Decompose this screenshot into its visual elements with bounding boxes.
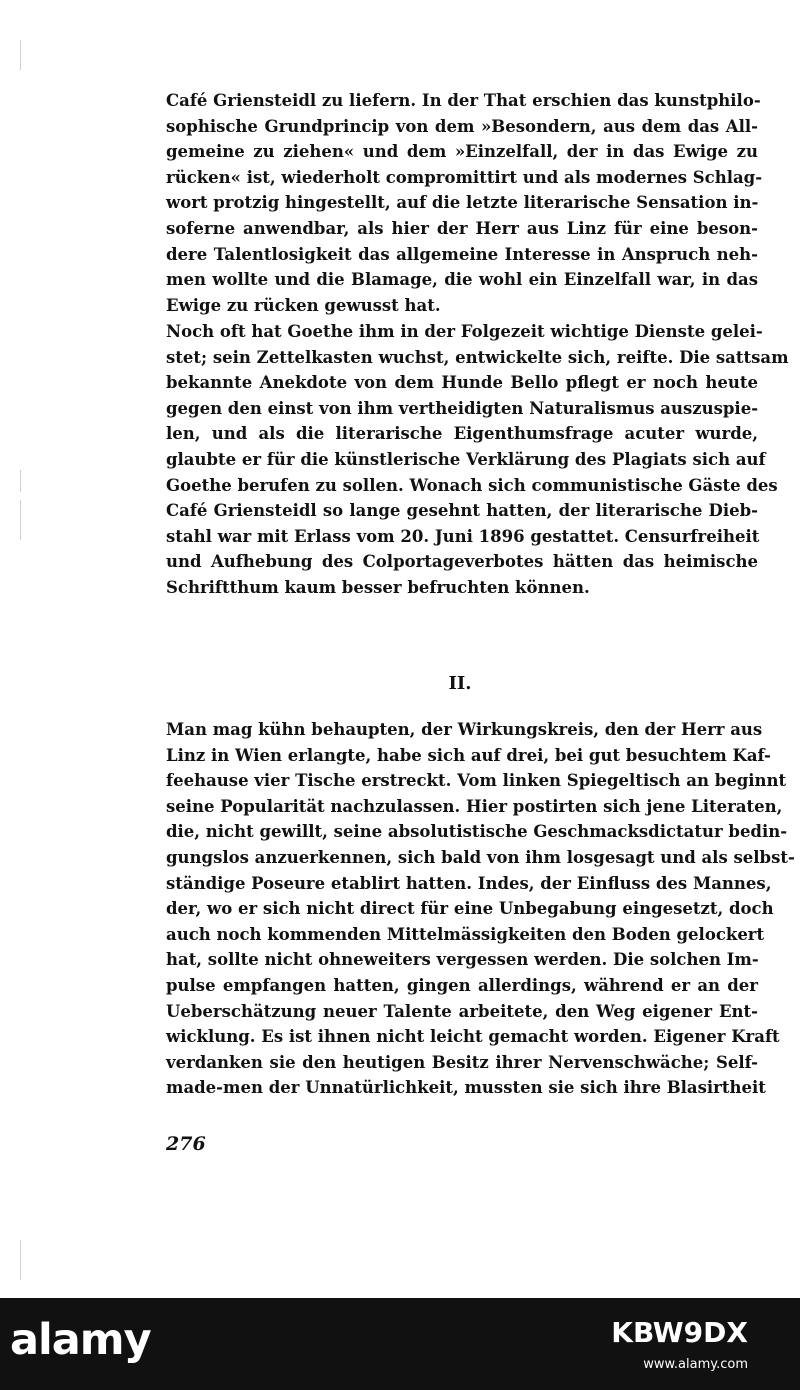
paragraph-2: [166, 319, 789, 601]
text-line: stet; sein Zettelkasten wuchst, entwickelte sich, reifte. Die sattsam: [166, 347, 789, 367]
text-line: wort protzig hingestellt, auf die letzte literarische Sensation in-: [166, 193, 759, 213]
page-edge-mark: [20, 40, 21, 70]
text-line: bekannte Anekdote von dem Hunde Bello pflegt er noch heute: [166, 373, 758, 393]
text-line: glaubte er für die künstlerische Verklärung des Plagiats sich auf: [166, 449, 766, 469]
text-line: der, wo er sich nicht direct für eine Unbegabung eingesetzt, doch: [166, 899, 774, 919]
text-line: Café Griensteidl so lange gesehnt hatten, der literarische Dieb-: [166, 501, 758, 521]
text-line: soferne anwendbar, als hier der Herr aus Linz für eine beson-: [166, 218, 758, 238]
text-line: len, und als die literarische Eigenthumsfrage acuter wurde,: [166, 424, 758, 444]
text-line: seine Popularität nachzulassen. Hier postirten sich jene Literaten,: [166, 796, 783, 816]
text-line: stahl war mit Erlass vom 20. Juni 1896 gestattet. Censurfreiheit: [166, 526, 760, 546]
text-line: men wollte und die Blamage, die wohl ein Einzelfall war, in das: [166, 270, 758, 290]
page-number: 276: [166, 1133, 206, 1155]
text-line: gemeine zu ziehen« und dem »Einzelfall, der in das Ewige zu: [166, 142, 758, 162]
text-line: gungslos anzuerkennen, sich bald von ihm losgesagt und als selbst-: [166, 847, 795, 867]
text-line: und Aufhebung des Colportageverbotes hätten das heimische: [166, 552, 758, 572]
paragraph-3: [166, 717, 795, 1101]
text-line: made-men der Unnatürlichkeit, mussten sie sich ihre Blasirtheit: [166, 1078, 766, 1098]
text-line: verdanken sie den heutigen Besitz ihrer Nervenschwäche; Self-: [166, 1052, 758, 1072]
text-line: Man mag kühn behaupten, der Wirkungskreis, den der Herr aus: [166, 720, 763, 739]
page-edge-mark: [20, 1240, 21, 1280]
page-edge-mark: [20, 500, 21, 540]
text-line: dere Talentlosigkeit das allgemeine Interesse in Anspruch neh-: [166, 244, 758, 264]
text-line: wicklung. Es ist ihnen nicht leicht gemacht worden. Eigener Kraft: [166, 1027, 780, 1047]
text-line: Goethe berufen zu sollen. Wonach sich communistische Gäste des: [166, 475, 778, 495]
page-edge-mark: [20, 470, 21, 492]
image-id: KBW9DX: [611, 1316, 748, 1349]
text-line: Café Griensteidl zu liefern. In der That erschien das kunstphilo-: [166, 91, 761, 110]
text-line: feehause vier Tische erstreckt. Vom linken Spiegeltisch an beginnt: [166, 771, 787, 791]
text-line: auch noch kommenden Mittelmässigkeiten den Boden gelockert: [166, 924, 765, 944]
text-line: die, nicht gewillt, seine absolutistische Geschmacksdictatur bedin-: [166, 822, 788, 842]
text-line: Ueberschätzung neuer Talente arbeitete, den Weg eigener Ent-: [166, 1001, 758, 1021]
text-line: Schriftthum kaum besser befruchten können.: [166, 577, 590, 597]
text-line: gegen den einst von ihm vertheidigten Naturalismus auszuspie-: [166, 398, 759, 418]
text-line: Ewige zu rücken gewusst hat.: [166, 295, 441, 315]
text-line: ständige Poseure etablirt hatten. Indes, der Einfluss des Mannes,: [166, 873, 772, 893]
brand-logo: alamy: [10, 1315, 151, 1365]
text-line: pulse empfangen hatten, gingen allerdings, während er an der: [166, 975, 758, 995]
text-line: Noch oft hat Goethe ihm in der Folgezeit wichtige Dienste gelei-: [166, 322, 763, 341]
text-line: Linz in Wien erlangte, habe sich auf drei, bei gut besuchtem Kaf-: [166, 745, 771, 765]
text-line: rücken« ist, wiederholt compromittirt und als modernes Schlag-: [166, 167, 763, 187]
section-heading: II.: [448, 673, 472, 694]
text-line: hat, sollte nicht ohneweiters vergessen werden. Die solchen Im-: [166, 950, 759, 970]
brand-url: www.alamy.com: [643, 1357, 748, 1372]
paragraph-1: [166, 88, 763, 318]
text-line: sophische Grundprincip von dem »Besondern, aus dem das All-: [166, 116, 758, 136]
watermark-banner: [0, 1298, 800, 1390]
